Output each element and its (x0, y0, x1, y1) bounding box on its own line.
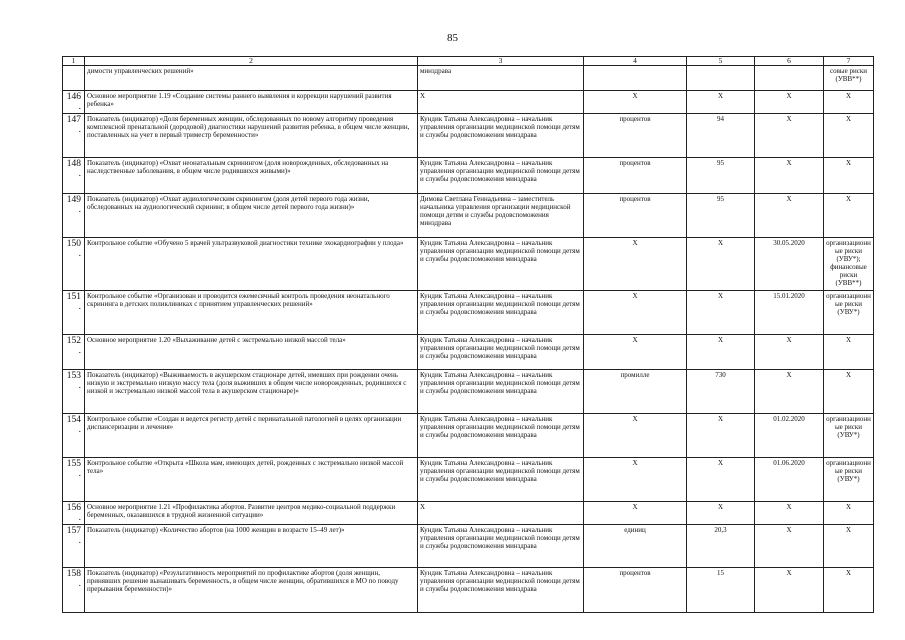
table-row (63, 335, 874, 370)
table-row (63, 414, 874, 458)
row-value: X (687, 458, 755, 502)
row-risk: X (824, 525, 874, 568)
row-number: 158. (63, 568, 85, 613)
row-responsible: минздрава (418, 66, 584, 91)
row-value: 20,3 (687, 525, 755, 568)
row-date: X (755, 335, 824, 370)
row-number: 146. (63, 91, 85, 114)
row-value: 95 (687, 194, 755, 238)
row-unit: процентов (584, 568, 687, 613)
table-row (63, 525, 874, 568)
row-unit: X (584, 502, 687, 525)
row-number: 153. (63, 370, 85, 414)
row-date: X (755, 91, 824, 114)
row-responsible: Кундик Татьяна Александровна – начальник управления организации медицинской помощи детям и службы родовспоможения минздрава (418, 568, 584, 613)
row-number: 147. (63, 114, 85, 158)
row-number: 155. (63, 458, 85, 502)
row-unit: X (584, 414, 687, 458)
column-header: 3 (418, 57, 584, 66)
table-row (63, 66, 874, 91)
column-header: 1 (63, 57, 85, 66)
row-risk: X (824, 568, 874, 613)
table-row (63, 291, 874, 335)
table-row (63, 568, 874, 613)
row-risk: X (824, 502, 874, 525)
row-name: Контрольное событие «Обучено 5 врачей ультразвуковой диагностики технике эхокардиографии у плода» (85, 238, 418, 291)
row-unit: промилле (584, 370, 687, 414)
row-date: X (755, 194, 824, 238)
table-row (63, 502, 874, 525)
row-name: Показатель (индикатор) «Охват неонатальным скринингом (доля новорожденных, обследованных на наследственные заболевания, в общем числе родившихся живыми)» (85, 158, 418, 194)
row-value: 94 (687, 114, 755, 158)
row-responsible: X (418, 502, 584, 525)
row-value: 730 (687, 370, 755, 414)
row-date: X (755, 114, 824, 158)
row-name: Показатель (индикатор) «Выживаемость в акушерском стационаре детей, имевших при рождении очень низкую и экстремально низкую массу тела (доля выживших в общем числе новорожденных, родившихся с низкой и экстремально низкой массой тела в акушерском стационаре)» (85, 370, 418, 414)
row-risk: совые риски (УВВ**) (824, 66, 874, 91)
row-value: 95 (687, 158, 755, 194)
table-row (63, 458, 874, 502)
row-value (687, 66, 755, 91)
row-value: X (687, 502, 755, 525)
row-number: 156. (63, 502, 85, 525)
row-responsible: Кундик Татьяна Александровна – начальник управления организации медицинской помощи детям и службы родовспоможения минздрава (418, 114, 584, 158)
column-header: 5 (687, 57, 755, 66)
row-date: 01.02.2020 (755, 414, 824, 458)
row-responsible: Кундик Татьяна Александровна – начальник управления организации медицинской помощи детям и службы родовспоможения минздрава (418, 335, 584, 370)
row-number: 152. (63, 335, 85, 370)
row-unit: X (584, 91, 687, 114)
row-value: X (687, 335, 755, 370)
column-header: 6 (755, 57, 824, 66)
row-responsible: Кундик Татьяна Александровна – начальник управления организации медицинской помощи детям и службы родовспоможения минздрава (418, 158, 584, 194)
row-name: Показатель (индикатор) «Результативность мероприятий по профилактике абортов (доля женщин, принявших решение вынашивать беременность, в общем числе женщин, обратившихся в МО по поводу прерывания беременности)» (85, 568, 418, 613)
row-risk: X (824, 370, 874, 414)
row-responsible: Кундик Татьяна Александровна – начальник управления организации медицинской помощи детям и службы родовспоможения минздрава (418, 370, 584, 414)
row-date: X (755, 370, 824, 414)
column-header: 7 (824, 57, 874, 66)
row-risk: организационные риски (УВУ*) (824, 458, 874, 502)
row-number: 148. (63, 158, 85, 194)
table-row (63, 91, 874, 114)
row-name: Основное мероприятие 1.20 «Выхаживание детей с экстремально низкой массой тела» (85, 335, 418, 370)
row-risk: X (824, 335, 874, 370)
row-value: X (687, 291, 755, 335)
row-responsible: Кундик Татьяна Александровна – начальник управления организации медицинской помощи детям и службы родовспоможения минздрава (418, 238, 584, 291)
table-row (63, 114, 874, 158)
row-name: Показатель (индикатор) «Количество абортов (на 1000 женщин в возрасте 15–49 лет)» (85, 525, 418, 568)
row-number (63, 66, 85, 91)
row-date: X (755, 568, 824, 613)
table-row (63, 194, 874, 238)
row-unit: X (584, 458, 687, 502)
row-unit: X (584, 291, 687, 335)
row-responsible: X (418, 91, 584, 114)
row-risk: организационные риски (УВУ*) (824, 414, 874, 458)
table-row (63, 238, 874, 291)
row-risk: X (824, 114, 874, 158)
row-unit (584, 66, 687, 91)
row-date: 30.05.2020 (755, 238, 824, 291)
row-date: X (755, 502, 824, 525)
row-responsible: Димова Светлана Геннадьевна – заместитель начальника управления организации медицинской помощи детям и службы родовспоможения минздрава (418, 194, 584, 238)
table-row (63, 158, 874, 194)
row-risk: X (824, 91, 874, 114)
column-number-row (63, 57, 874, 66)
row-name: Контрольное событие «Создан и ведется регистр детей с перинатальной патологией в целях организации диспансеризации и лечения» (85, 414, 418, 458)
page-number: 85 (447, 32, 458, 44)
row-number: 154. (63, 414, 85, 458)
row-value: X (687, 91, 755, 114)
row-date: X (755, 158, 824, 194)
row-date (755, 66, 824, 91)
row-unit: процентов (584, 194, 687, 238)
row-name: Основное мероприятие 1.21 «Профилактика абортов. Развитие центров медико-социальной поддержки беременных, оказавшихся в трудной жизненной ситуации» (85, 502, 418, 525)
row-risk: организационные риски (УВУ*) (824, 291, 874, 335)
column-header: 2 (85, 57, 418, 66)
row-responsible: Кундик Татьяна Александровна – начальник управления организации медицинской помощи детям и службы родовспоможения минздрава (418, 525, 584, 568)
program-table (62, 56, 874, 613)
row-risk: организационные риски (УВУ*); финансовые риски (УВВ**) (824, 238, 874, 291)
row-unit: X (584, 238, 687, 291)
row-name: Контрольное событие «Организован и проводится ежемесячный контроль проведения неонатального скрининга в детских поликлиниках с принятием управленческих решений» (85, 291, 418, 335)
row-name: Контрольное событие «Открыта «Школа мам, имеющих детей, рожденных с экстремально низкой массой тела» (85, 458, 418, 502)
row-unit: единиц (584, 525, 687, 568)
column-header: 4 (584, 57, 687, 66)
row-date: 01.06.2020 (755, 458, 824, 502)
row-value: X (687, 238, 755, 291)
row-name: Основное мероприятие 1.19 «Создание системы раннего выявления и коррекции нарушений развития ребенка» (85, 91, 418, 114)
row-responsible: Кундик Татьяна Александровна – начальник управления организации медицинской помощи детям и службы родовспоможения минздрава (418, 458, 584, 502)
row-unit: процентов (584, 158, 687, 194)
table-row (63, 370, 874, 414)
row-date: X (755, 525, 824, 568)
row-number: 149. (63, 194, 85, 238)
row-name: димости управленческих решений» (85, 66, 418, 91)
row-responsible: Кундик Татьяна Александровна – начальник управления организации медицинской помощи детям и службы родовспоможения минздрава (418, 291, 584, 335)
row-risk: X (824, 158, 874, 194)
row-date: 15.01.2020 (755, 291, 824, 335)
row-name: Показатель (индикатор) «Доля беременных женщин, обследованных по новому алгоритму проведения комплексной пренатальной (дородовой) диагностики нарушений развития ребенка, в общем числе женщин, поставленных на учет в первый триместр беременности» (85, 114, 418, 158)
row-responsible: Кундик Татьяна Александровна – начальник управления организации медицинской помощи детям и службы родовспоможения минздрава (418, 414, 584, 458)
row-risk: X (824, 194, 874, 238)
row-unit: процентов (584, 114, 687, 158)
row-name: Показатель (индикатор) «Охват аудиологическим скринингом (доля детей первого года жизни, обследованных на аудиологический скрининг, в общем числе детей первого года жизни)» (85, 194, 418, 238)
row-value: 15 (687, 568, 755, 613)
row-number: 157. (63, 525, 85, 568)
row-number: 150. (63, 238, 85, 291)
row-value: X (687, 414, 755, 458)
row-number: 151. (63, 291, 85, 335)
row-unit: X (584, 335, 687, 370)
